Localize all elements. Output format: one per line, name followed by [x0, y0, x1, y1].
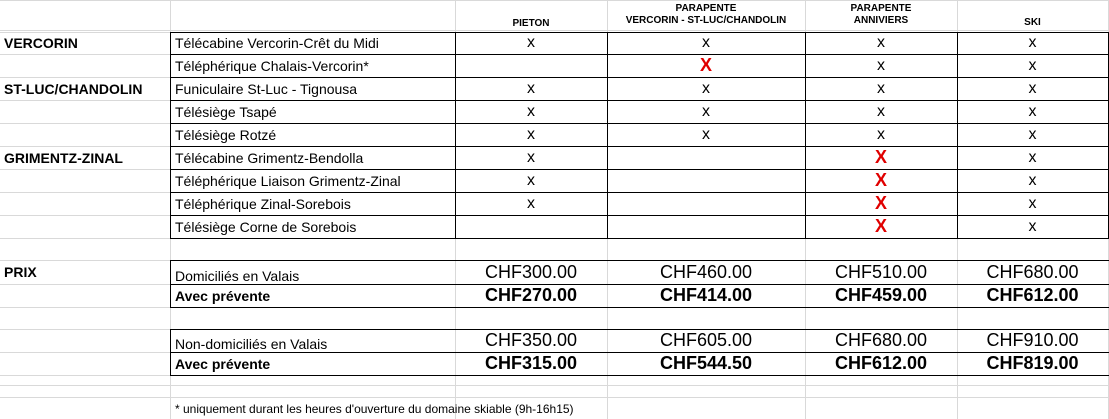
- mark-ski: x: [1028, 34, 1037, 51]
- mark-parapente-vsc: [607, 146, 805, 169]
- price-ski-prevente: CHF819.00: [986, 353, 1079, 373]
- header-parapente-anniviers: [805, 0, 957, 30]
- mark-pieton: x: [527, 79, 535, 97]
- price-parapente-vsc: CHF460.00: [659, 261, 753, 282]
- mark-parapente-anniviers: x: [877, 79, 885, 97]
- mark-parapente-vsc-restricted: X: [699, 55, 712, 75]
- mark-parapente-vsc: [607, 169, 805, 192]
- lift-name: Téléphérique Zinal-Sorebois: [175, 195, 351, 212]
- mark-ski: x: [1028, 79, 1037, 97]
- price-ski: CHF680.00: [986, 261, 1079, 282]
- mark-parapente-vsc: x: [702, 79, 710, 97]
- mark-parapente-vsc: x: [702, 125, 710, 143]
- price-label-prevente: Avec prévente: [175, 287, 271, 304]
- price-parapente-vsc-prevente: CHF544.50: [659, 353, 753, 373]
- price-parapente-vsc: CHF605.00: [659, 330, 753, 350]
- price-label-prevente: Avec prévente: [175, 355, 271, 372]
- region-stluc-chandolin: ST-LUC/CHANDOLIN: [4, 80, 143, 97]
- mark-parapente-anniviers-restricted: X: [874, 170, 887, 190]
- mark-ski: x: [1028, 125, 1037, 143]
- mark-parapente-vsc: [607, 192, 805, 215]
- price-parapente-vsc-prevente: CHF414.00: [659, 285, 753, 305]
- mark-parapente-anniviers-restricted: X: [874, 147, 887, 167]
- mark-ski: x: [1028, 194, 1037, 212]
- price-pieton: CHF350.00: [484, 330, 578, 350]
- header-pieton-label: PIETON: [512, 18, 550, 29]
- mark-pieton: x: [527, 125, 535, 143]
- price-parapente-anniviers: CHF510.00: [834, 261, 928, 282]
- lift-name: Télésiège Tsapé: [175, 103, 277, 120]
- mark-ski: x: [1028, 102, 1037, 120]
- header-ski: [957, 0, 1108, 30]
- lift-name: Téléphérique Chalais-Vercorin*: [175, 57, 369, 74]
- region-prix: PRIX: [4, 264, 37, 280]
- header-pieton: [455, 0, 607, 30]
- mark-parapente-anniviers: x: [877, 125, 885, 143]
- lift-name: Funiculaire St-Luc - Tignousa: [175, 80, 358, 97]
- price-pieton-prevente: CHF270.00: [484, 285, 578, 305]
- header-parapente-vsc-line2: VERCORIN - ST-LUC/CHANDOLIN: [625, 15, 787, 26]
- mark-parapente-anniviers: x: [877, 102, 885, 120]
- header-parapente-ann-line2: ANNIVIERS: [853, 15, 909, 26]
- mark-ski: x: [1028, 56, 1037, 74]
- price-label-domicilies: Domiciliés en Valais: [175, 268, 300, 284]
- price-pieton-prevente: CHF315.00: [484, 353, 578, 373]
- price-parapente-anniviers: CHF680.00: [834, 330, 928, 350]
- price-ski: CHF910.00: [986, 330, 1079, 350]
- lift-name: Télécabine Grimentz-Bendolla: [175, 149, 364, 166]
- mark-pieton: x: [527, 194, 535, 212]
- mark-ski: x: [1028, 171, 1037, 189]
- lift-name: Télécabine Vercorin-Crêt du Midi: [175, 35, 379, 51]
- mark-parapente-vsc: x: [702, 34, 710, 51]
- header-ski-label: SKI: [1024, 17, 1041, 28]
- region-vercorin: VERCORIN: [4, 35, 78, 51]
- lift-name: Télésiège Corne de Sorebois: [175, 218, 357, 235]
- mark-pieton: [455, 215, 607, 238]
- lift-name: Télésiège Rotzé: [175, 126, 277, 143]
- header-parapente-vsc-line1: PARAPENTE: [675, 3, 737, 14]
- mark-parapente-vsc: x: [702, 102, 710, 120]
- footnote: * uniquement durant les heures d'ouverture du domaine skiable (9h-16h15): [175, 402, 574, 416]
- region-grimentz-zinal: GRIMENTZ-ZINAL: [4, 149, 123, 166]
- mark-pieton: x: [527, 148, 535, 166]
- mark-parapente-vsc: [607, 215, 805, 238]
- mark-pieton: x: [527, 34, 535, 51]
- mark-ski: x: [1028, 217, 1037, 235]
- price-parapente-anniviers-prevente: CHF612.00: [834, 353, 928, 373]
- mark-parapente-anniviers-restricted: X: [874, 193, 887, 213]
- mark-pieton: [455, 54, 607, 77]
- price-label-non-domicilies: Non-domiciliés en Valais: [175, 336, 328, 352]
- mark-parapente-anniviers-restricted: X: [874, 216, 887, 236]
- mark-pieton: x: [527, 171, 535, 189]
- header-parapente-vsc: [607, 0, 805, 30]
- price-ski-prevente: CHF612.00: [986, 285, 1079, 305]
- mark-parapente-anniviers: x: [877, 56, 885, 74]
- mark-parapente-anniviers: x: [877, 34, 885, 51]
- lift-name: Téléphérique Liaison Grimentz-Zinal: [175, 172, 401, 189]
- mark-ski: x: [1028, 148, 1037, 166]
- header-parapente-ann-line1: PARAPENTE: [850, 3, 912, 14]
- price-pieton: CHF300.00: [484, 261, 578, 282]
- mark-pieton: x: [527, 102, 535, 120]
- price-parapente-anniviers-prevente: CHF459.00: [834, 285, 928, 305]
